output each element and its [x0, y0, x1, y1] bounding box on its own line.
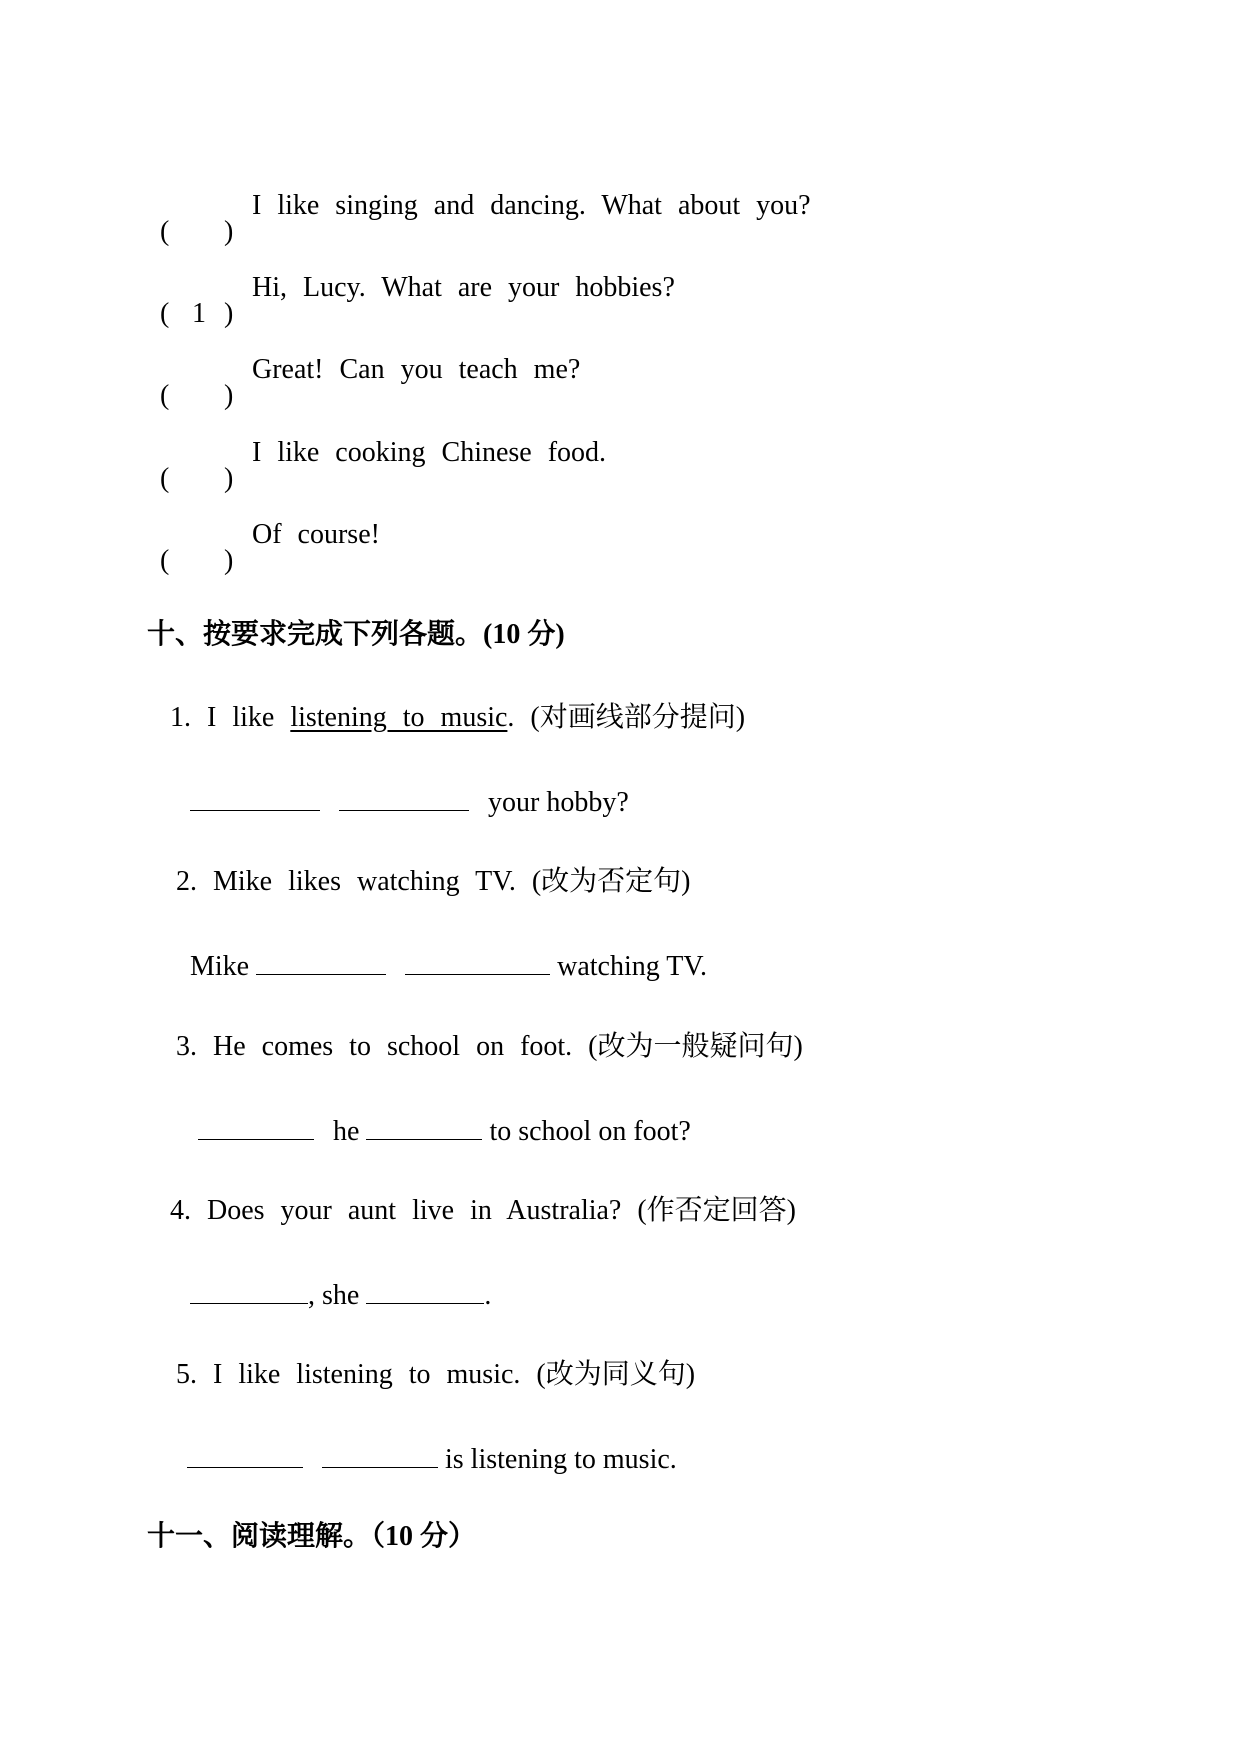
answer-blank[interactable] — [339, 782, 469, 811]
question-2: 2. Mike likes watching TV. (改为否定句) — [176, 866, 691, 897]
section-11-heading: 十一、阅读理解。（10 分） — [147, 1521, 477, 1552]
answer-blank[interactable] — [198, 1111, 314, 1140]
answer-blank[interactable] — [190, 782, 320, 811]
question-4: 4. Does your aunt live in Australia? (作否定回答) — [170, 1195, 797, 1226]
answer-3: he to school on foot? — [198, 1111, 691, 1150]
ordering-item-text: Of course! — [252, 519, 380, 550]
answer-4: , she . — [190, 1275, 491, 1314]
section-10-heading: 十、按要求完成下列各题。(10 分) — [147, 619, 565, 650]
answer-blank[interactable] — [187, 1439, 303, 1468]
answer-blank[interactable] — [405, 946, 550, 975]
question-3: 3. He comes to school on foot. (改为一般疑问句) — [176, 1031, 803, 1062]
ordering-item-3: ( ) Great! Can you teach me? — [160, 354, 581, 411]
ordering-item-text: I like singing and dancing. What about you? — [252, 190, 811, 221]
answer-blank[interactable] — [256, 946, 386, 975]
question-1: 1. I like listening to music. (对画线部分提问) — [170, 702, 746, 733]
ordering-item-text: Hi, Lucy. What are your hobbies? — [252, 272, 675, 303]
ordering-item-2: ( 1 ) Hi, Lucy. What are your hobbies? — [160, 272, 675, 329]
ordering-item-text: I like cooking Chinese food. — [252, 437, 607, 468]
answer-1: your hobby? — [190, 782, 629, 821]
answer-blank[interactable] — [366, 1111, 482, 1140]
ordering-item-4: ( ) I like cooking Chinese food. — [160, 437, 607, 494]
ordering-item-5: ( ) Of course! — [160, 519, 380, 576]
answer-2: Mike watching TV. — [190, 946, 707, 985]
ordering-item-text: Great! Can you teach me? — [252, 354, 581, 385]
answer-blank[interactable] — [322, 1439, 438, 1468]
ordering-item-1: ( ) I like singing and dancing. What about you? — [160, 190, 811, 247]
question-5: 5. I like listening to music. (改为同义句) — [176, 1359, 696, 1390]
answer-5: is listening to music. — [187, 1439, 677, 1478]
answer-blank[interactable] — [190, 1275, 308, 1304]
underlined-phrase: listening to music — [290, 702, 508, 733]
answer-blank[interactable] — [366, 1275, 484, 1304]
